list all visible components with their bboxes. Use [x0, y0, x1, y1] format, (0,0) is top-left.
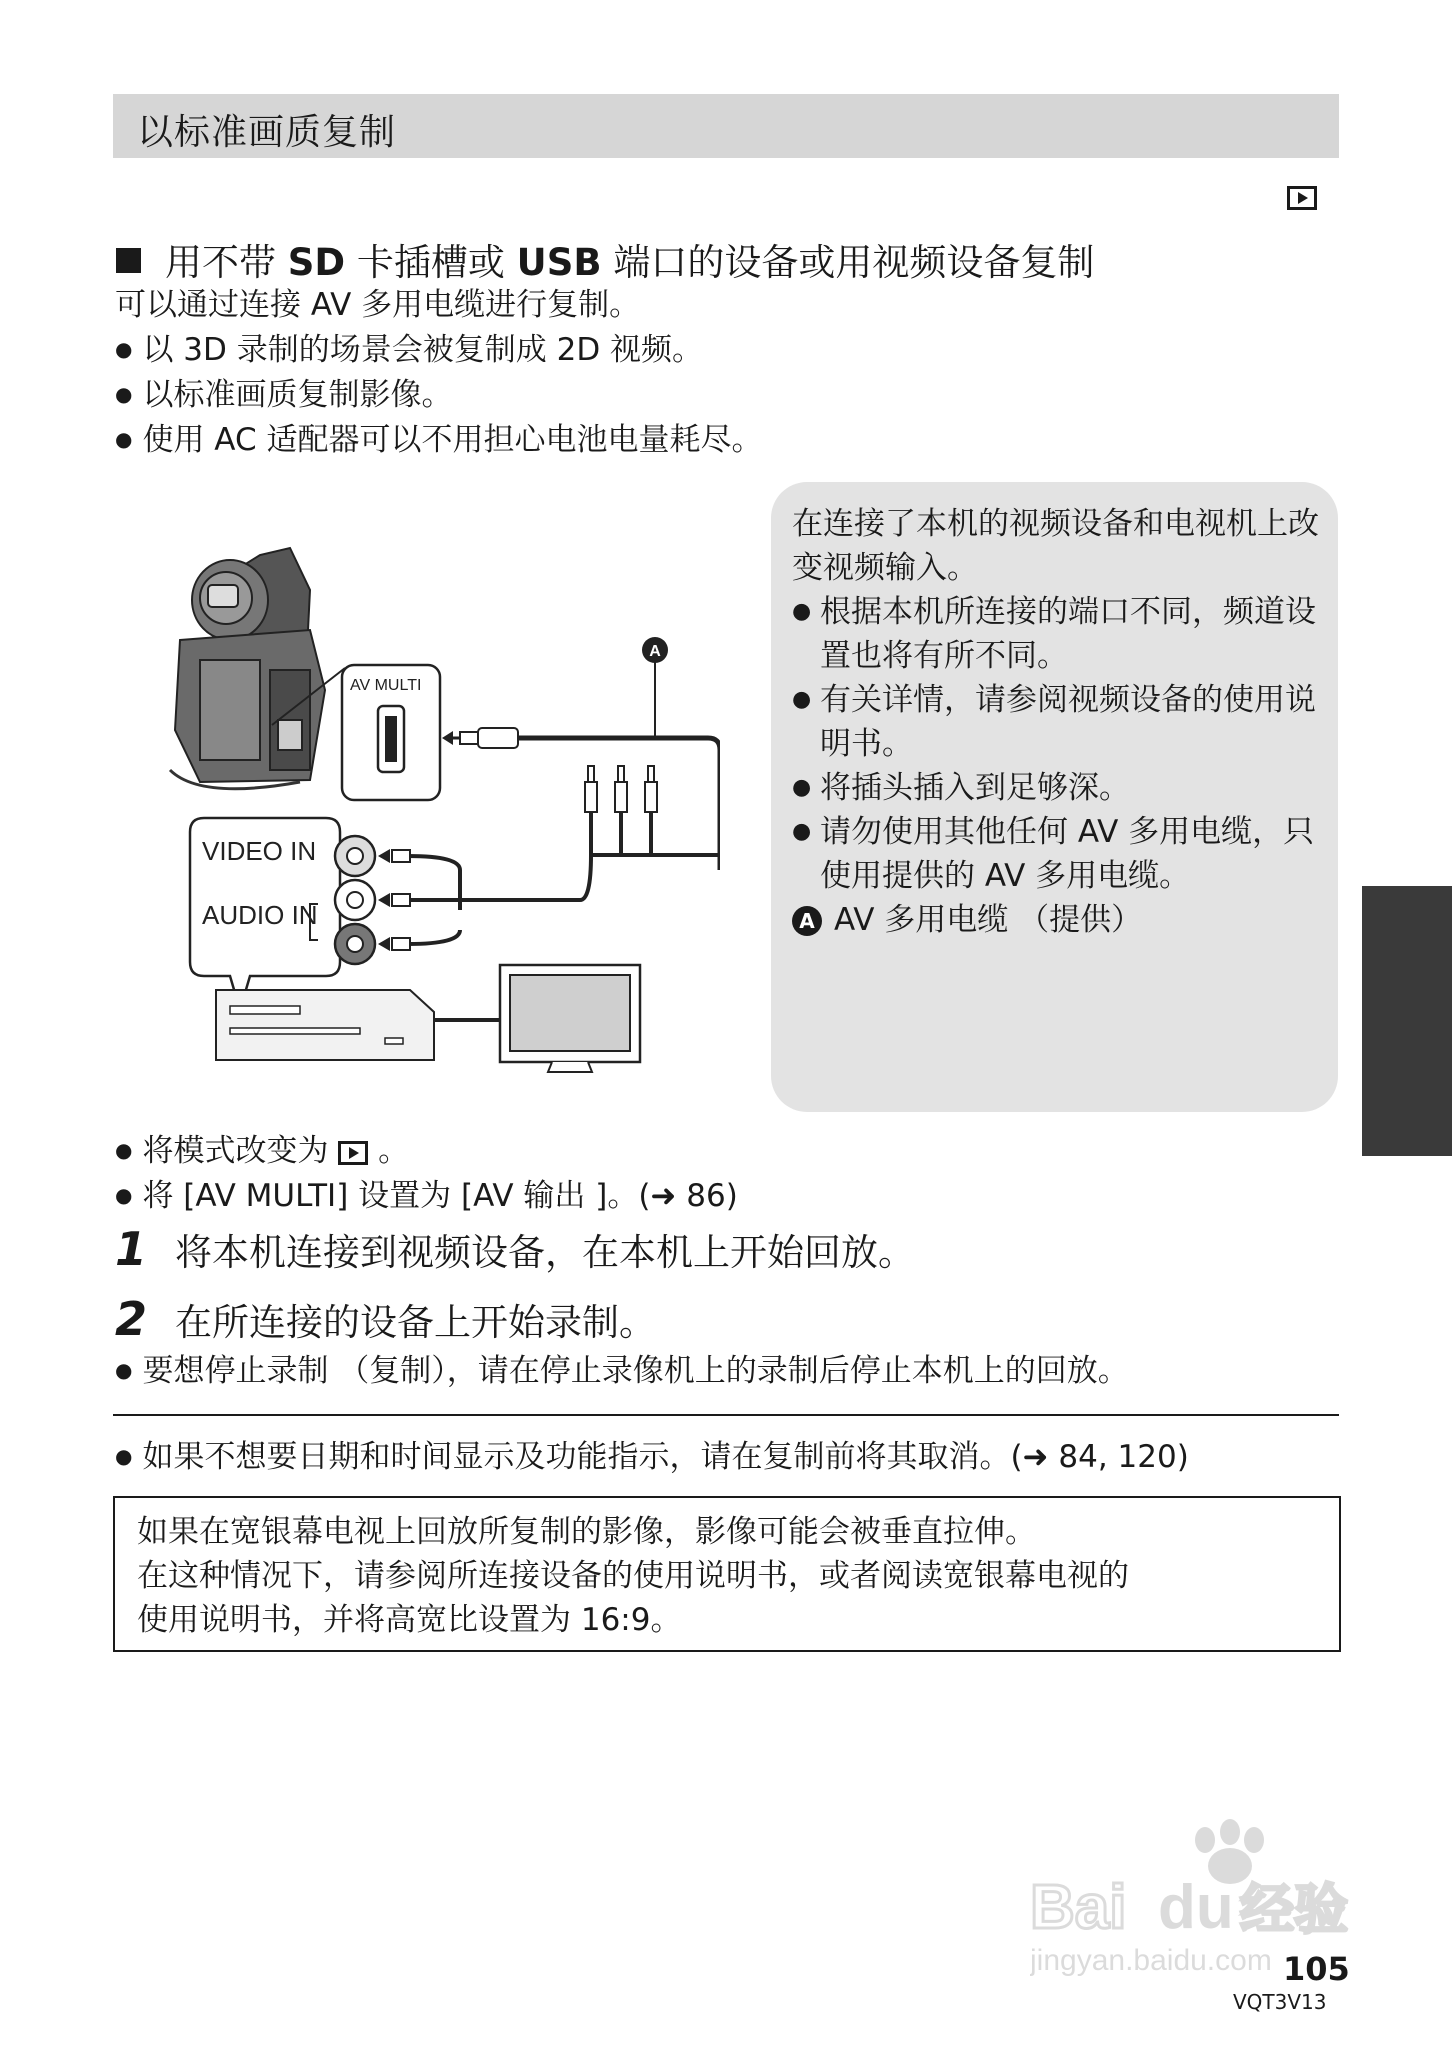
- widescreen-note-line-2: 在这种情况下，请参阅所连接设备的使用说明书，或者阅读宽银幕电视的: [137, 1558, 1129, 1594]
- bullet-3d-text: 以 3D 录制的场景会被复制成 2D 视频。: [142, 332, 704, 368]
- note-item-cable: [792, 810, 1322, 898]
- av-multi-cable: [408, 637, 720, 944]
- bullet-standard-quality-text: 以标准画质复制影像。: [142, 377, 453, 413]
- legend-a-marker: A: [792, 906, 822, 936]
- watermark-du: du: [1158, 1873, 1234, 1942]
- inline-playback-icon: [338, 1141, 368, 1165]
- bullet-ac-adapter-text: 使用 AC 适配器可以不用担心电池电量耗尽。: [142, 422, 763, 458]
- stop-note-bullet: [115, 1348, 1129, 1393]
- footnote-bullet: [115, 1434, 1189, 1479]
- section-title-band: [113, 94, 1339, 158]
- heading-square-marker: [116, 248, 141, 273]
- heading-text-2: 卡插槽或: [345, 241, 517, 284]
- playback-mode-icon: [1287, 186, 1317, 210]
- camcorder-illustration: [170, 548, 325, 789]
- step-1: [115, 1222, 915, 1276]
- bullet-3d: [115, 327, 762, 372]
- prep-mode-suffix: 。: [368, 1133, 410, 1169]
- bullet-standard-quality: [115, 372, 762, 417]
- cable-legend: [792, 898, 1322, 942]
- prep-setting-bullet: [115, 1173, 738, 1218]
- intro-text: 可以通过连接 AV 多用电缆进行复制。: [115, 287, 641, 323]
- watermark-url: jingyan.baidu.com: [1030, 1944, 1272, 1977]
- watermark-jingyan: 经验: [1240, 1878, 1348, 1941]
- note-item-plug-text: 将插头插入到足够深。: [820, 770, 1130, 806]
- step-1-number: 1: [115, 1222, 148, 1276]
- heading-usb: USB: [516, 241, 602, 284]
- step-1-text: 将本机连接到视频设备，在本机上开始回放。: [175, 1231, 916, 1274]
- heading-text-1: 用不带: [165, 241, 288, 284]
- prep-mode-text: 将模式改变为: [142, 1133, 329, 1169]
- heading-sd: SD: [287, 241, 346, 284]
- video-recorder-illustration: [216, 990, 500, 1060]
- prep-setting-text: 将 [AV MULTI] 设置为 [AV 输出 ]。(➜ 86): [142, 1178, 738, 1214]
- intro-block: [115, 283, 762, 462]
- footnote: [115, 1434, 1189, 1479]
- connection-note-box: [771, 482, 1338, 1112]
- prep-block: [115, 1128, 738, 1218]
- input-panel-callout: [190, 818, 410, 1010]
- connection-diagram: [160, 520, 720, 1080]
- note-item-port: [792, 590, 1322, 678]
- video-in-label: VIDEO IN: [202, 836, 317, 866]
- chapter-side-tab: [1362, 886, 1452, 1156]
- av-multi-label: AV MULTI: [350, 677, 422, 694]
- note-lead: 在连接了本机的视频设备和电视机上改变视频输入。: [792, 506, 1319, 586]
- cable-a-marker: A: [649, 643, 661, 660]
- television-illustration: [500, 965, 640, 1072]
- step-2-number: 2: [115, 1292, 148, 1346]
- section-title: 以标准画质复制: [137, 112, 397, 153]
- audio-in-label: AUDIO IN: [202, 900, 318, 930]
- section-divider: [113, 1414, 1339, 1416]
- widescreen-note-line-1: 如果在宽银幕电视上回放所复制的影像，影像可能会被垂直拉伸。: [137, 1514, 1036, 1550]
- page-number: 105: [1283, 1950, 1350, 1988]
- note-item-plug: [792, 766, 1322, 810]
- heading-text-3: 端口的设备或用视频设备复制: [601, 241, 1095, 284]
- step-2: [115, 1292, 656, 1346]
- model-code: VQT3V13: [1233, 1990, 1327, 2014]
- stop-note-text: 要想停止录制 （复制），请在停止录像机上的录制后停止本机上的回放。: [142, 1353, 1129, 1389]
- note-item-manual-text: 有关详情，请参阅视频设备的使用说明书。: [820, 682, 1316, 762]
- watermark-bai: Bai: [1030, 1873, 1127, 1942]
- legend-text: AV 多用电缆 （提供）: [834, 902, 1143, 938]
- subsection-heading: [116, 232, 1094, 286]
- step-2-text: 在所连接的设备上开始录制。: [175, 1301, 657, 1344]
- prep-mode-bullet: [115, 1128, 738, 1173]
- bullet-ac-adapter: [115, 417, 762, 462]
- footnote-text: 如果不想要日期和时间显示及功能指示，请在复制前将其取消。(➜ 84, 120): [142, 1439, 1189, 1475]
- widescreen-note-box: [113, 1496, 1341, 1652]
- note-item-port-text: 根据本机所连接的端口不同，频道设置也将有所不同。: [820, 594, 1316, 674]
- stop-note: [115, 1348, 1129, 1393]
- widescreen-note-line-3: 使用说明书，并将高宽比设置为 16:9。: [137, 1602, 682, 1638]
- note-item-manual: [792, 678, 1322, 766]
- note-item-cable-text: 请勿使用其他任何 AV 多用电缆，只使用提供的 AV 多用电缆。: [820, 814, 1315, 894]
